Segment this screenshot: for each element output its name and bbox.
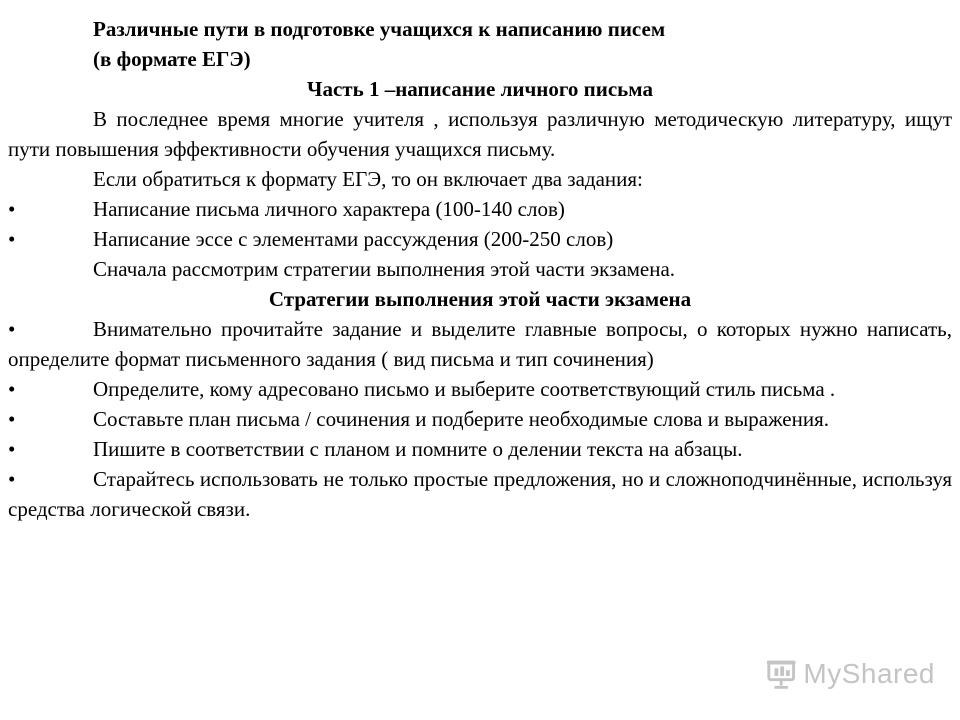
list-item-text: Внимательно прочитайте задание и выделите главные вопросы, о которых нужно написать, определите формат письменного задания ( вид письма и тип сочинения) [8, 317, 952, 371]
bullet-icon: • [8, 227, 16, 251]
transition-sentence: Сначала рассмотрим стратегии выполнения этой части экзамена. [93, 257, 676, 281]
list-item [8, 314, 952, 374]
format-sentence: Если обратиться к формату ЕГЭ, то он включает два задания: [93, 167, 643, 191]
list-item [8, 404, 952, 434]
list-item [8, 224, 952, 254]
part-heading: Часть 1 –написание личного письма [307, 77, 653, 101]
bullet-icon: • [8, 317, 16, 341]
list-item-text: Написание эссе с элементами рассуждения (200-250 слов) [93, 227, 614, 251]
list-item-text: Определите, кому адресовано письмо и выберите соответствующий стиль письма . [93, 377, 836, 401]
document-title-line2: (в формате ЕГЭ) [93, 47, 251, 71]
bullet-icon: • [8, 197, 16, 221]
bullet-icon: • [8, 407, 16, 431]
list-item-text: Старайтесь использовать не только простые предложения, но и сложноподчинённые, используя средства логической связи. [8, 467, 952, 521]
document-body [8, 14, 952, 524]
tasks-list [8, 194, 952, 254]
presentation-screen-icon [765, 657, 797, 691]
list-item [8, 194, 952, 224]
list-item [8, 374, 952, 404]
strategies-heading: Стратегии выполнения этой части экзамена [268, 287, 692, 311]
bullet-icon: • [8, 467, 16, 491]
watermark-text: MyShared [803, 658, 935, 689]
list-item [8, 434, 952, 464]
strategies-list [8, 314, 952, 524]
watermark-logo [765, 652, 935, 696]
bullet-icon: • [8, 437, 16, 461]
list-item-text: Составьте план письма / сочинения и подберите необходимые слова и выражения. [93, 407, 830, 431]
list-item-text: Написание письма личного характера (100-140 слов) [93, 197, 565, 221]
bullet-icon: • [8, 377, 16, 401]
list-item-text: Пишите в соответствии с планом и помните о делении текста на абзацы. [93, 437, 743, 461]
intro-paragraph: В последнее время многие учителя , используя различную методическую литературу, ищут пути повышения эффективности обучения учащихся письму. [8, 107, 952, 161]
list-item [8, 464, 952, 524]
document-title-line1: Различные пути в подготовке учащихся к написанию писем [93, 17, 666, 41]
